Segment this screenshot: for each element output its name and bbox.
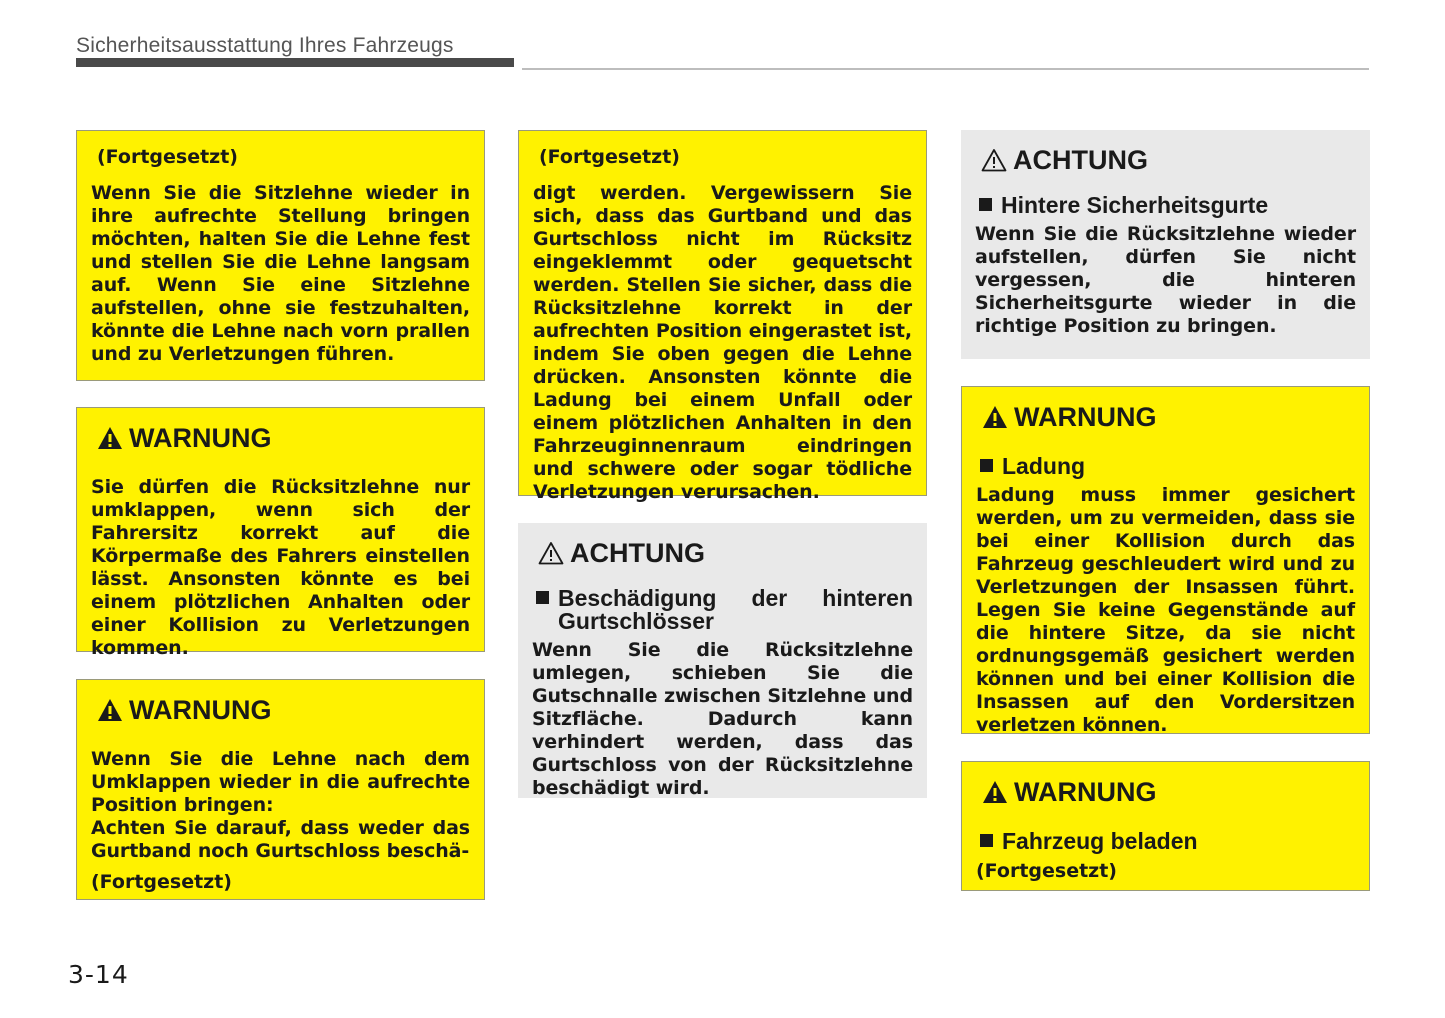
warning-heading-label: WARNUNG	[129, 695, 272, 725]
warning-box-fold-seat	[76, 407, 485, 659]
continued-label: (Fortgesetzt)	[97, 146, 238, 168]
continued-warning-box	[518, 130, 927, 503]
caution-subheading	[536, 587, 913, 633]
caution-box-buckles	[518, 523, 927, 798]
caution-subheading-text: Hintere Sicherheitsgurte	[1001, 192, 1269, 218]
warning-box-loading	[961, 761, 1370, 891]
caution-text: Wenn Sie die Rücksitzlehne umlegen, schieben Sie die Gutschnalle zwischen Sitzlehne und Sitzfläche. Dadurch kann verhindert werden, dass das Gurtschloss von der Rücksitzlehne beschädigt wird.	[532, 639, 913, 799]
continued-label: (Fortgesetzt)	[539, 146, 680, 168]
warning-text: digt werden. Vergewissern Sie sich, dass das Gurtband und das Gurtschloss nicht im Rücksitz eingeklemmt oder gequetscht werden. Stellen Sie sicher, dass die Rücksitzlehne korrekt in der aufrechten Position eingerastet ist, indem Sie oben gegen die Lehne drücken. Ansonsten könnte die Ladung bei einem Unfall oder einem plötzlichen Anhalten in den Fahrzeuginnenraum eindringen und schwere oder sogar tödliche Verletzungen verursachen.	[533, 182, 912, 503]
warning-subheading	[980, 455, 1355, 478]
warning-triangle-icon	[982, 780, 1008, 804]
page-section-title: Sicherheitsausstattung Ihres Fahrzeugs	[76, 34, 454, 57]
warning-box-cargo	[961, 386, 1370, 734]
warning-heading	[97, 422, 470, 454]
caution-heading	[981, 144, 1356, 176]
caution-triangle-icon	[981, 148, 1007, 172]
square-bullet-icon	[980, 459, 993, 472]
square-bullet-icon	[536, 591, 549, 604]
square-bullet-icon	[980, 834, 993, 847]
page-number: 3-14	[68, 960, 129, 989]
warning-text: Achten Sie darauf, dass weder das Gurtband noch Gurtschloss beschä-	[91, 817, 470, 862]
warning-subheading-text: Fahrzeug beladen	[1002, 828, 1198, 854]
warning-heading-label: WARNUNG	[1014, 777, 1157, 807]
caution-subheading-text: Beschädigung der hinteren Gurtschlösser	[558, 585, 913, 634]
warning-text: Sie dürfen die Rücksitzlehne nur umklappen, wenn sich der Fahrersitz korrekt auf die Körpermaße des Fahrers einstellen lässt. Ansonsten könnte es bei einem plötzlichen Anhalten oder einer Kollision zu Verletzungen kommen.	[91, 476, 470, 659]
caution-box-rear-belts	[961, 130, 1370, 359]
warning-heading	[982, 401, 1355, 433]
caution-heading	[538, 537, 913, 569]
continued-label: (Fortgesetzt)	[976, 860, 1117, 882]
warning-triangle-icon	[97, 698, 123, 722]
continued-label: (Fortgesetzt)	[91, 871, 232, 893]
warning-text: Wenn Sie die Lehne nach dem Umklappen wieder in die aufrechte Position bringen:	[91, 748, 470, 816]
warning-triangle-icon	[982, 405, 1008, 429]
caution-heading-label: ACHTUNG	[1013, 145, 1148, 175]
continued-warning-box	[76, 130, 485, 381]
warning-text: Wenn Sie die Sitzlehne wieder in ihre aufrechte Stellung bringen möchten, halten Sie die Lehne fest und stellen Sie die Lehne langsam auf. Wenn Sie eine Sitzlehne aufstellen, ohne sie festzuhalten, könnte die Lehne nach vorn prallen und zu Verletzungen führen.	[91, 182, 470, 365]
warning-subheading-text: Ladung	[1002, 453, 1086, 479]
caution-heading-label: ACHTUNG	[570, 538, 705, 568]
caution-subheading	[979, 194, 1356, 217]
warning-heading-label: WARNUNG	[1014, 402, 1157, 432]
warning-box-upright-seat	[76, 679, 485, 900]
header-bar	[76, 58, 514, 67]
header-rule	[522, 68, 1369, 70]
caution-text: Wenn Sie die Rücksitzlehne wieder aufstellen, dürfen Sie nicht vergessen, die hinteren Sicherheitsgurte wieder in die richtige Position zu bringen.	[975, 223, 1356, 337]
warning-heading-label: WARNUNG	[129, 423, 272, 453]
warning-heading	[982, 776, 1355, 808]
caution-triangle-icon	[538, 541, 564, 565]
warning-triangle-icon	[97, 426, 123, 450]
warning-heading	[97, 694, 470, 726]
warning-text: Ladung muss immer gesichert werden, um zu vermeiden, dass sie bei einer Kollision durch das Fahrzeug geschleudert wird und zu Verletzungen der Insassen führt. Legen Sie keine Gegenstände auf die hintere Sitze, da sie nicht ordnungsgemäß gesichert werden können und bei einer Kollision die Insassen auf den Vordersitzen verletzen können.	[976, 484, 1355, 736]
warning-subheading	[980, 830, 1355, 853]
square-bullet-icon	[979, 198, 992, 211]
